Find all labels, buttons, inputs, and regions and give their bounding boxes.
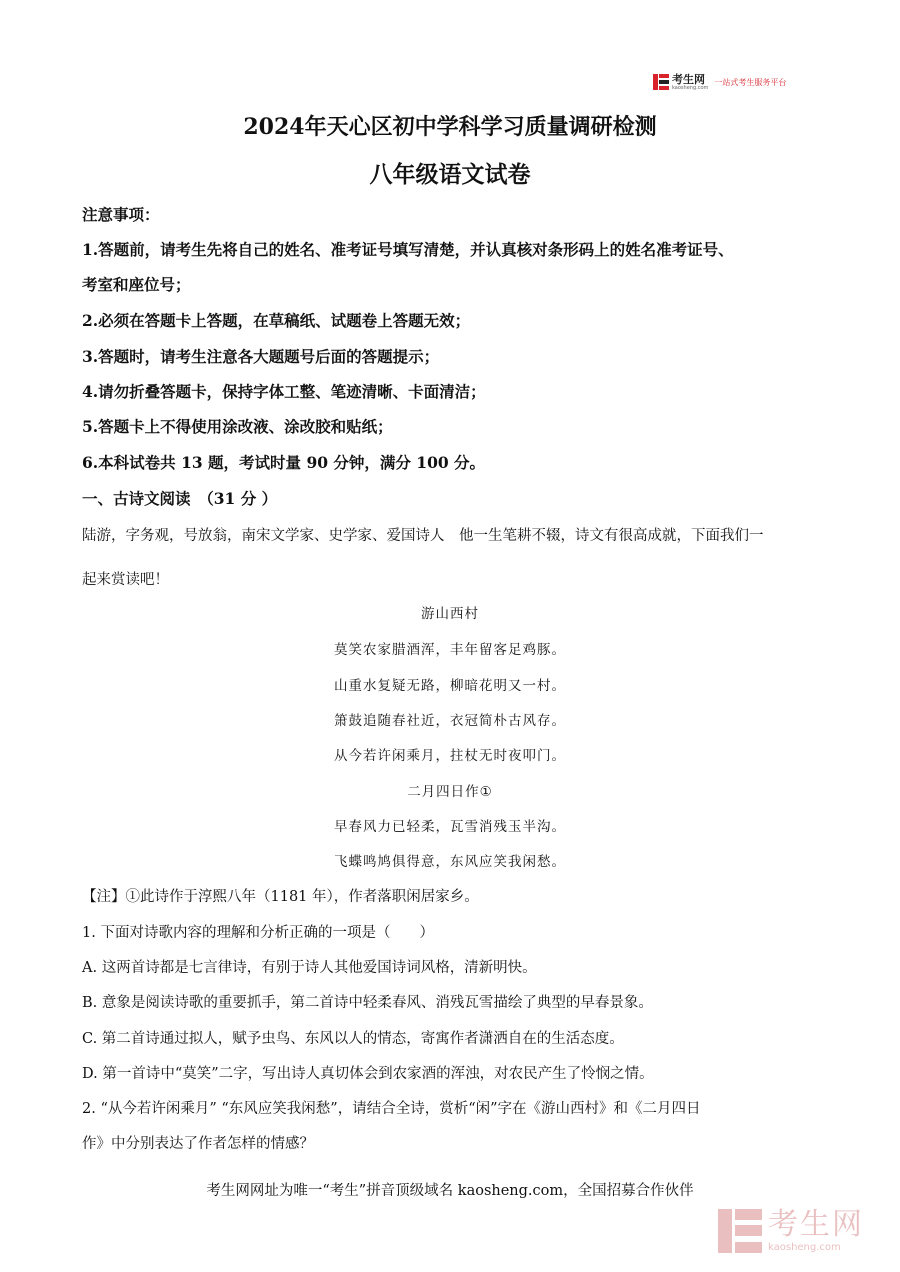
watermark bbox=[718, 1203, 888, 1259]
exam-subtitle: 八年级语文试卷 bbox=[369, 161, 531, 188]
brand-name: 考生网 bbox=[672, 72, 705, 86]
poem-1-line: 从今若许闲乘月，拄杖无时夜叩门。 bbox=[334, 748, 566, 764]
kaosheng-watermark-logo-icon bbox=[718, 1209, 762, 1253]
poem-1-line: 莫笑农家腊酒浑，丰年留客足鸡豚。 bbox=[334, 642, 566, 658]
notice-item-2: 2.必须在答题卡上答题，在草稿纸、试题卷上答题无效； bbox=[82, 311, 471, 330]
notice-item-1-cont: 考室和座位号； bbox=[82, 275, 191, 294]
poem-2-line: 早春风力已轻柔，瓦雪消残玉半沟。 bbox=[334, 819, 566, 835]
notice-item-1: 1.答题前，请考生先将自己的姓名、准考证号填写清楚，并认真核对条形码上的姓名准考证号、 bbox=[82, 240, 734, 259]
poem-1-title: 游山西村 bbox=[421, 606, 479, 622]
notice-item-6: 6.本科试卷共 13 题，考试时量 90 分钟，满分 100 分。 bbox=[82, 453, 486, 472]
page-footer: 考生网网址为唯一“考生”拼音顶级域名 kaosheng.com，全国招募合作伙伴 bbox=[206, 1183, 694, 1199]
question-1-option-b: B. 意象是阅读诗歌的重要抓手，第二首诗中轻柔春风、消残瓦雪描绘了典型的早春景象。 bbox=[82, 995, 653, 1011]
watermark-text bbox=[768, 1206, 864, 1253]
kaosheng-logo-icon bbox=[653, 74, 669, 90]
question-1-stem: 1. 下面对诗歌内容的理解和分析正确的一项是（ ） bbox=[82, 925, 434, 941]
brand-text bbox=[672, 74, 708, 91]
watermark-domain: kaosheng.com bbox=[768, 1241, 841, 1253]
poem-1-line: 箫鼓追随春社近，衣冠简朴古风存。 bbox=[334, 713, 566, 729]
question-2-stem: 2. “从今若许闲乘月” “东风应笑我闲愁”，请结合全诗，赏析“闲”字在《游山西村》和《二月四日 bbox=[82, 1101, 701, 1117]
section-intro-cont: 起来赏读吧！ bbox=[82, 572, 169, 588]
question-1-option-c: C. 第二首诗通过拟人，赋予虫鸟、东风以人的情态，寄寓作者潇洒自在的生活态度。 bbox=[82, 1031, 624, 1047]
question-2-stem-cont: 作》中分别表达了作者怎样的情感？ bbox=[82, 1136, 314, 1152]
exam-title: 2024年天心区初中学科学习质量调研检测 bbox=[243, 114, 657, 140]
brand-domain: kaosheng.com bbox=[672, 84, 709, 91]
section-heading: 一、古诗文阅读 （31 分 ） bbox=[82, 489, 278, 508]
brand-header bbox=[653, 71, 786, 93]
notice-item-3: 3.答题时，请考生注意各大题题号后面的答题提示； bbox=[82, 347, 440, 366]
brand-slogan: 一站式考生服务平台 bbox=[714, 77, 787, 87]
question-1-option-d: D. 第一首诗中“莫笑”二字，写出诗人真切体会到农家酒的浑浊，对农民产生了怜悯之情。 bbox=[82, 1066, 654, 1082]
poem-1-line: 山重水复疑无路，柳暗花明又一村。 bbox=[334, 678, 566, 694]
watermark-name: 考生网 bbox=[768, 1206, 864, 1242]
notice-item-4: 4.请勿折叠答题卡，保持字体工整、笔迹清晰、卡面清洁； bbox=[82, 382, 486, 401]
poem-2-title: 二月四日作① bbox=[407, 784, 493, 800]
poem-note: 【注】①此诗作于淳熙八年（1181 年），作者落职闲居家乡。 bbox=[82, 889, 479, 905]
poem-2-line: 飞蝶鸣鸠俱得意，东风应笑我闲愁。 bbox=[334, 854, 566, 870]
section-intro: 陆游，字务观，号放翁，南宋文学家、史学家、爱国诗人 他一生笔耕不辍，诗文有很高成就，下面我们一 bbox=[82, 528, 764, 544]
notice-heading: 注意事项： bbox=[82, 205, 160, 224]
notice-item-5: 5.答题卡上不得使用涂改液、涂改胶和贴纸； bbox=[82, 417, 393, 436]
question-1-option-a: A. 这两首诗都是七言律诗，有别于诗人其他爱国诗词风格，清新明快。 bbox=[82, 960, 537, 976]
